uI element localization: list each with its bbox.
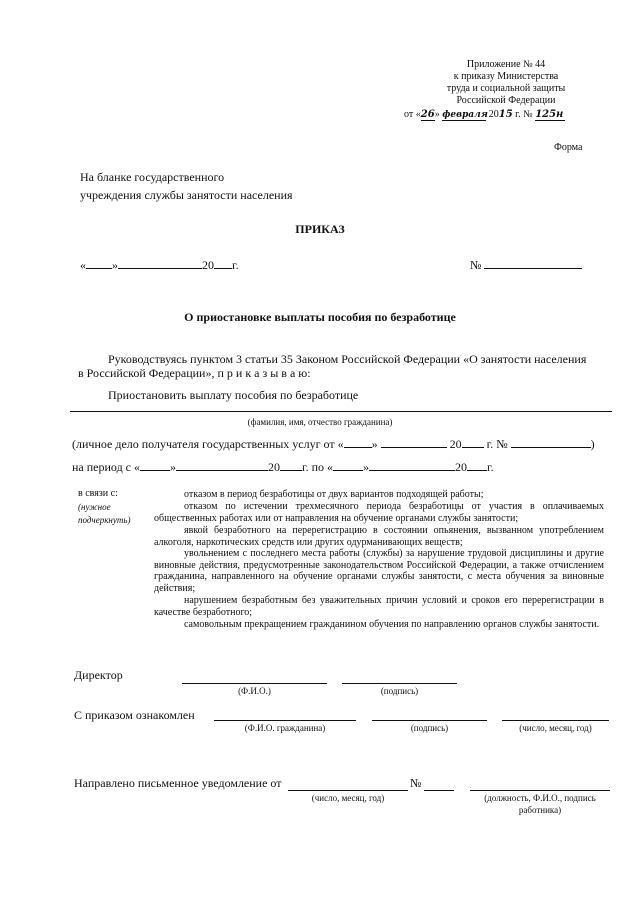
period-quote-close: »	[170, 460, 177, 474]
order-number-row	[470, 258, 582, 273]
date-prefix: от «	[404, 109, 421, 120]
notice-position-caption-2: работника)	[518, 805, 562, 815]
date-day: 26	[420, 109, 435, 120]
period-year-2: 20	[455, 460, 468, 474]
close-quote: »	[112, 258, 118, 272]
case-row	[72, 437, 595, 452]
period-quote-close-2: »	[363, 460, 370, 474]
blank-line-2: учреждения службы занятости населения	[80, 188, 293, 202]
order-date-row	[80, 258, 239, 273]
reason-6: самовольным прекращением гражданином обучения по направлению органов службы занятости.	[184, 619, 600, 630]
period-row	[72, 460, 494, 475]
period-from-day	[140, 470, 170, 471]
director-sign-caption: (подпись)	[380, 686, 419, 696]
month-field	[118, 268, 202, 269]
instruction-text: Приостановить выплату пособия по безработице	[108, 388, 359, 402]
period-to-day	[333, 470, 363, 471]
period-from-year	[280, 470, 302, 471]
number-label: №	[470, 258, 482, 272]
reason-2: отказом по истечении трехмесячного периода безработицы от участия в оплачиваемых общественных работах или от направления на обучение органами службы занятости;	[154, 501, 604, 524]
notice-position-line	[470, 790, 610, 791]
ministry-name: труда и социальной защиты	[446, 83, 566, 94]
period-year: 20	[268, 460, 281, 474]
period-to-month	[369, 470, 455, 471]
year-suffix: г.	[232, 258, 239, 272]
order-reference: к приказу Министерства	[453, 71, 559, 82]
date-month: февраля	[442, 110, 488, 120]
document-title: ПРИКАЗ	[295, 222, 345, 236]
order-number: 125н	[535, 109, 564, 120]
case-month-field	[381, 447, 447, 448]
reason-5: нарушением безработным без уважительных причин условий и сроков его перерегистрации в качестве безработного;	[154, 595, 604, 618]
open-quote: «	[80, 258, 86, 272]
notice-label: Направлено письменное уведомление от	[74, 776, 282, 790]
notice-date-line	[288, 790, 408, 791]
notice-number-label: №	[410, 776, 422, 790]
period-label: на период с «	[72, 460, 141, 474]
case-year: 20	[449, 437, 462, 451]
preamble-line-1: Руководствуясь пунктом 3 статьи 35 Законом Российской Федерации «О занятости населения	[108, 352, 587, 366]
number-field	[484, 268, 582, 269]
date-year-suffix: г. №	[515, 109, 533, 120]
reason-4: увольнением с последнего места работы (службы) за нарушение трудовой дисциплины и другие виновные действия, предусмотренные законодательством Российской Федерации, а также отчислением гражданина, направленного на обучение органами службы занятости, с места обучения за виновные действия;	[154, 548, 604, 594]
reasons-note-1: (нужное	[78, 502, 111, 512]
reasons-label: в связи с:	[78, 488, 118, 499]
date-sep: »	[434, 109, 440, 120]
director-fio-line	[182, 683, 327, 684]
period-to: г. по «	[302, 460, 334, 474]
director-fio-caption: (Ф.И.О.)	[238, 686, 271, 696]
notice-position-caption-1: (должность, Ф.И.О., подпись	[484, 793, 596, 803]
citizen-fio-sign-line	[214, 720, 356, 721]
year-prefix: 20	[202, 258, 214, 272]
director-label: Директор	[74, 668, 123, 682]
blank-line-1: На бланке государственного	[80, 170, 225, 184]
period-to-year	[467, 470, 487, 471]
citizen-date-line	[502, 720, 609, 721]
reasons-note-2: подчеркнуть)	[78, 515, 131, 525]
day-field	[86, 268, 112, 269]
date-year-prefix: 20	[488, 109, 499, 120]
order-date-line	[404, 109, 565, 121]
citizen-sign-caption: (подпись)	[410, 723, 449, 733]
reason-1: отказом в период безработицы от двух вариантов подходящей работы;	[184, 489, 484, 500]
case-number-field	[511, 447, 591, 448]
period-from-month	[176, 470, 268, 471]
citizen-fio-caption: (фамилия, имя, отчество гражданина)	[247, 417, 393, 427]
reason-3: явкой безработного на перерегистрацию в состоянии опьянения, вызванном употреблением алкоголя, наркотических средств или других одурманивающих веществ;	[154, 525, 604, 548]
director-sign-line	[342, 683, 457, 684]
preamble-line-2: в Российской Федерации», п р и к а з ы в а ю:	[78, 366, 311, 380]
notice-number-line	[424, 790, 454, 791]
acquainted-label: С приказом ознакомлен	[74, 708, 195, 722]
period-year-2-suffix: г.	[487, 460, 494, 474]
case-close: )	[590, 437, 595, 451]
case-year-field	[462, 447, 484, 448]
appendix-number: Приложение № 44	[466, 59, 546, 70]
citizen-fio-sign-caption: (Ф.И.О. гражданина)	[244, 723, 326, 733]
citizen-fio-line	[70, 411, 612, 412]
country-name: Российской Федерации	[456, 95, 556, 106]
case-quote-close: »	[371, 437, 378, 451]
date-year: 15	[498, 109, 513, 120]
citizen-date-caption: (число, месяц, год)	[519, 723, 592, 733]
form-label: Форма	[554, 142, 583, 153]
order-subject: О приостановке выплаты пособия по безработице	[184, 310, 456, 324]
year-field	[214, 268, 232, 269]
notice-date-caption: (число, месяц, год)	[311, 793, 385, 803]
citizen-sign-line	[372, 720, 487, 721]
case-label: (личное дело получателя государственных услуг от «	[72, 437, 344, 451]
case-year-suffix: г. №	[486, 437, 508, 451]
case-day-field	[344, 447, 372, 448]
